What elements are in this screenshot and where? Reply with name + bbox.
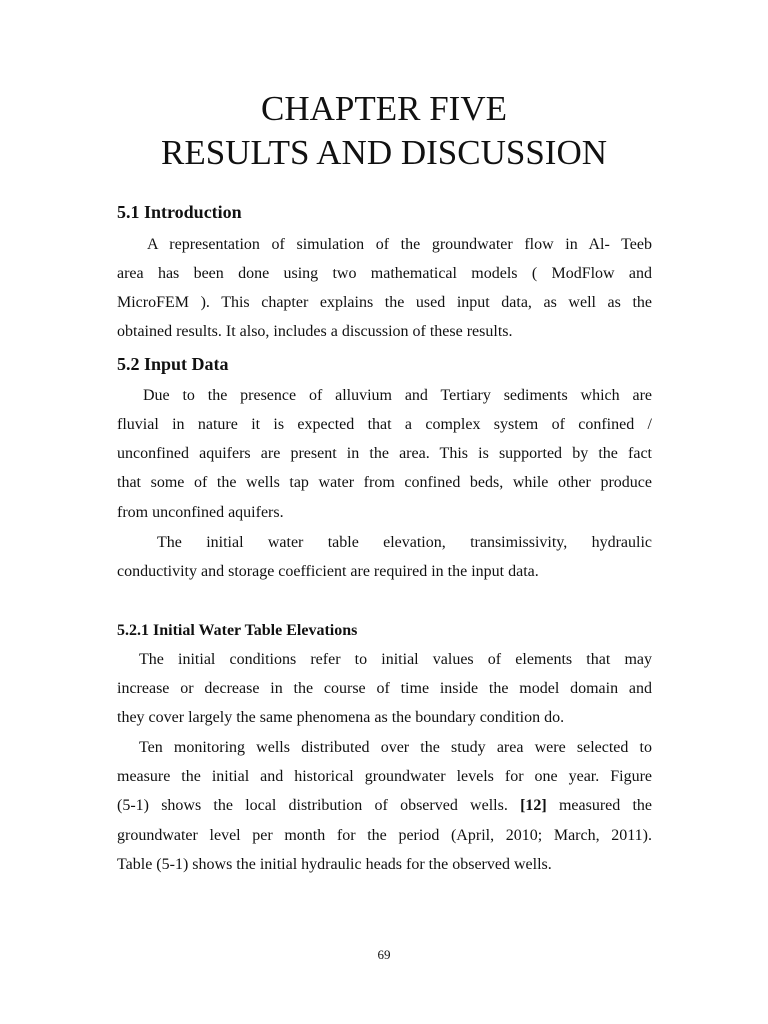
paragraph-line: Table (5-1) shows the initial hydraulic heads for the observed wells. <box>117 856 552 873</box>
paragraph-line-with-citation <box>117 796 652 816</box>
page-number: 69 <box>377 947 391 962</box>
paragraph-line: they cover largely the same phenomena as the boundary condition do. <box>117 709 565 726</box>
paragraph-line: fluvial in nature it is expected that a complex system of confined / <box>117 416 652 433</box>
paragraph-line: that some of the wells tap water from confined beds, while other produce <box>117 474 652 491</box>
paragraph-line: MicroFEM ). This chapter explains the used input data, as well as the <box>117 294 652 311</box>
paragraph-line: obtained results. It also, includes a discussion of these results. <box>117 323 513 340</box>
section-heading-introduction: 5.1 Introduction <box>117 202 242 222</box>
chapter-title: CHAPTER FIVE <box>261 89 507 128</box>
paragraph-line: conductivity and storage coefficient are required in the input data. <box>117 563 539 580</box>
paragraph-line: increase or decrease in the course of time inside the model domain and <box>117 680 652 697</box>
paragraph-text: (5-1) shows the local distribution of observed wells. <box>117 797 508 814</box>
paragraph-line: A representation of simulation of the groundwater flow in Al- Teeb <box>147 236 652 253</box>
paragraph-line: from unconfined aquifers. <box>117 504 284 521</box>
paragraph-line: unconfined aquifers are present in the area. This is supported by the fact <box>117 445 652 462</box>
paragraph-line: Due to the presence of alluvium and Tertiary sediments which are <box>143 387 652 404</box>
paragraph-text: measured the <box>558 797 653 814</box>
paragraph-line: Ten monitoring wells distributed over the study area were selected to <box>139 739 652 756</box>
chapter-subtitle: RESULTS AND DISCUSSION <box>160 133 608 172</box>
paragraph-line: The initial conditions refer to initial values of elements that may <box>139 651 652 668</box>
paragraph-line: area has been done using two mathematical models ( ModFlow and <box>117 265 652 282</box>
section-heading-input-data: 5.2 Input Data <box>117 354 229 374</box>
paragraph-line: The initial water table elevation, transimissivity, hydraulic <box>157 534 652 551</box>
citation-reference: [12] <box>520 797 547 814</box>
paragraph-line: groundwater level per month for the period (April, 2010; March, 2011). <box>117 827 652 844</box>
subsection-heading-initial-water-table: 5.2.1 Initial Water Table Elevations <box>117 622 358 639</box>
paragraph-line: measure the initial and historical groundwater levels for one year. Figure <box>117 768 652 785</box>
